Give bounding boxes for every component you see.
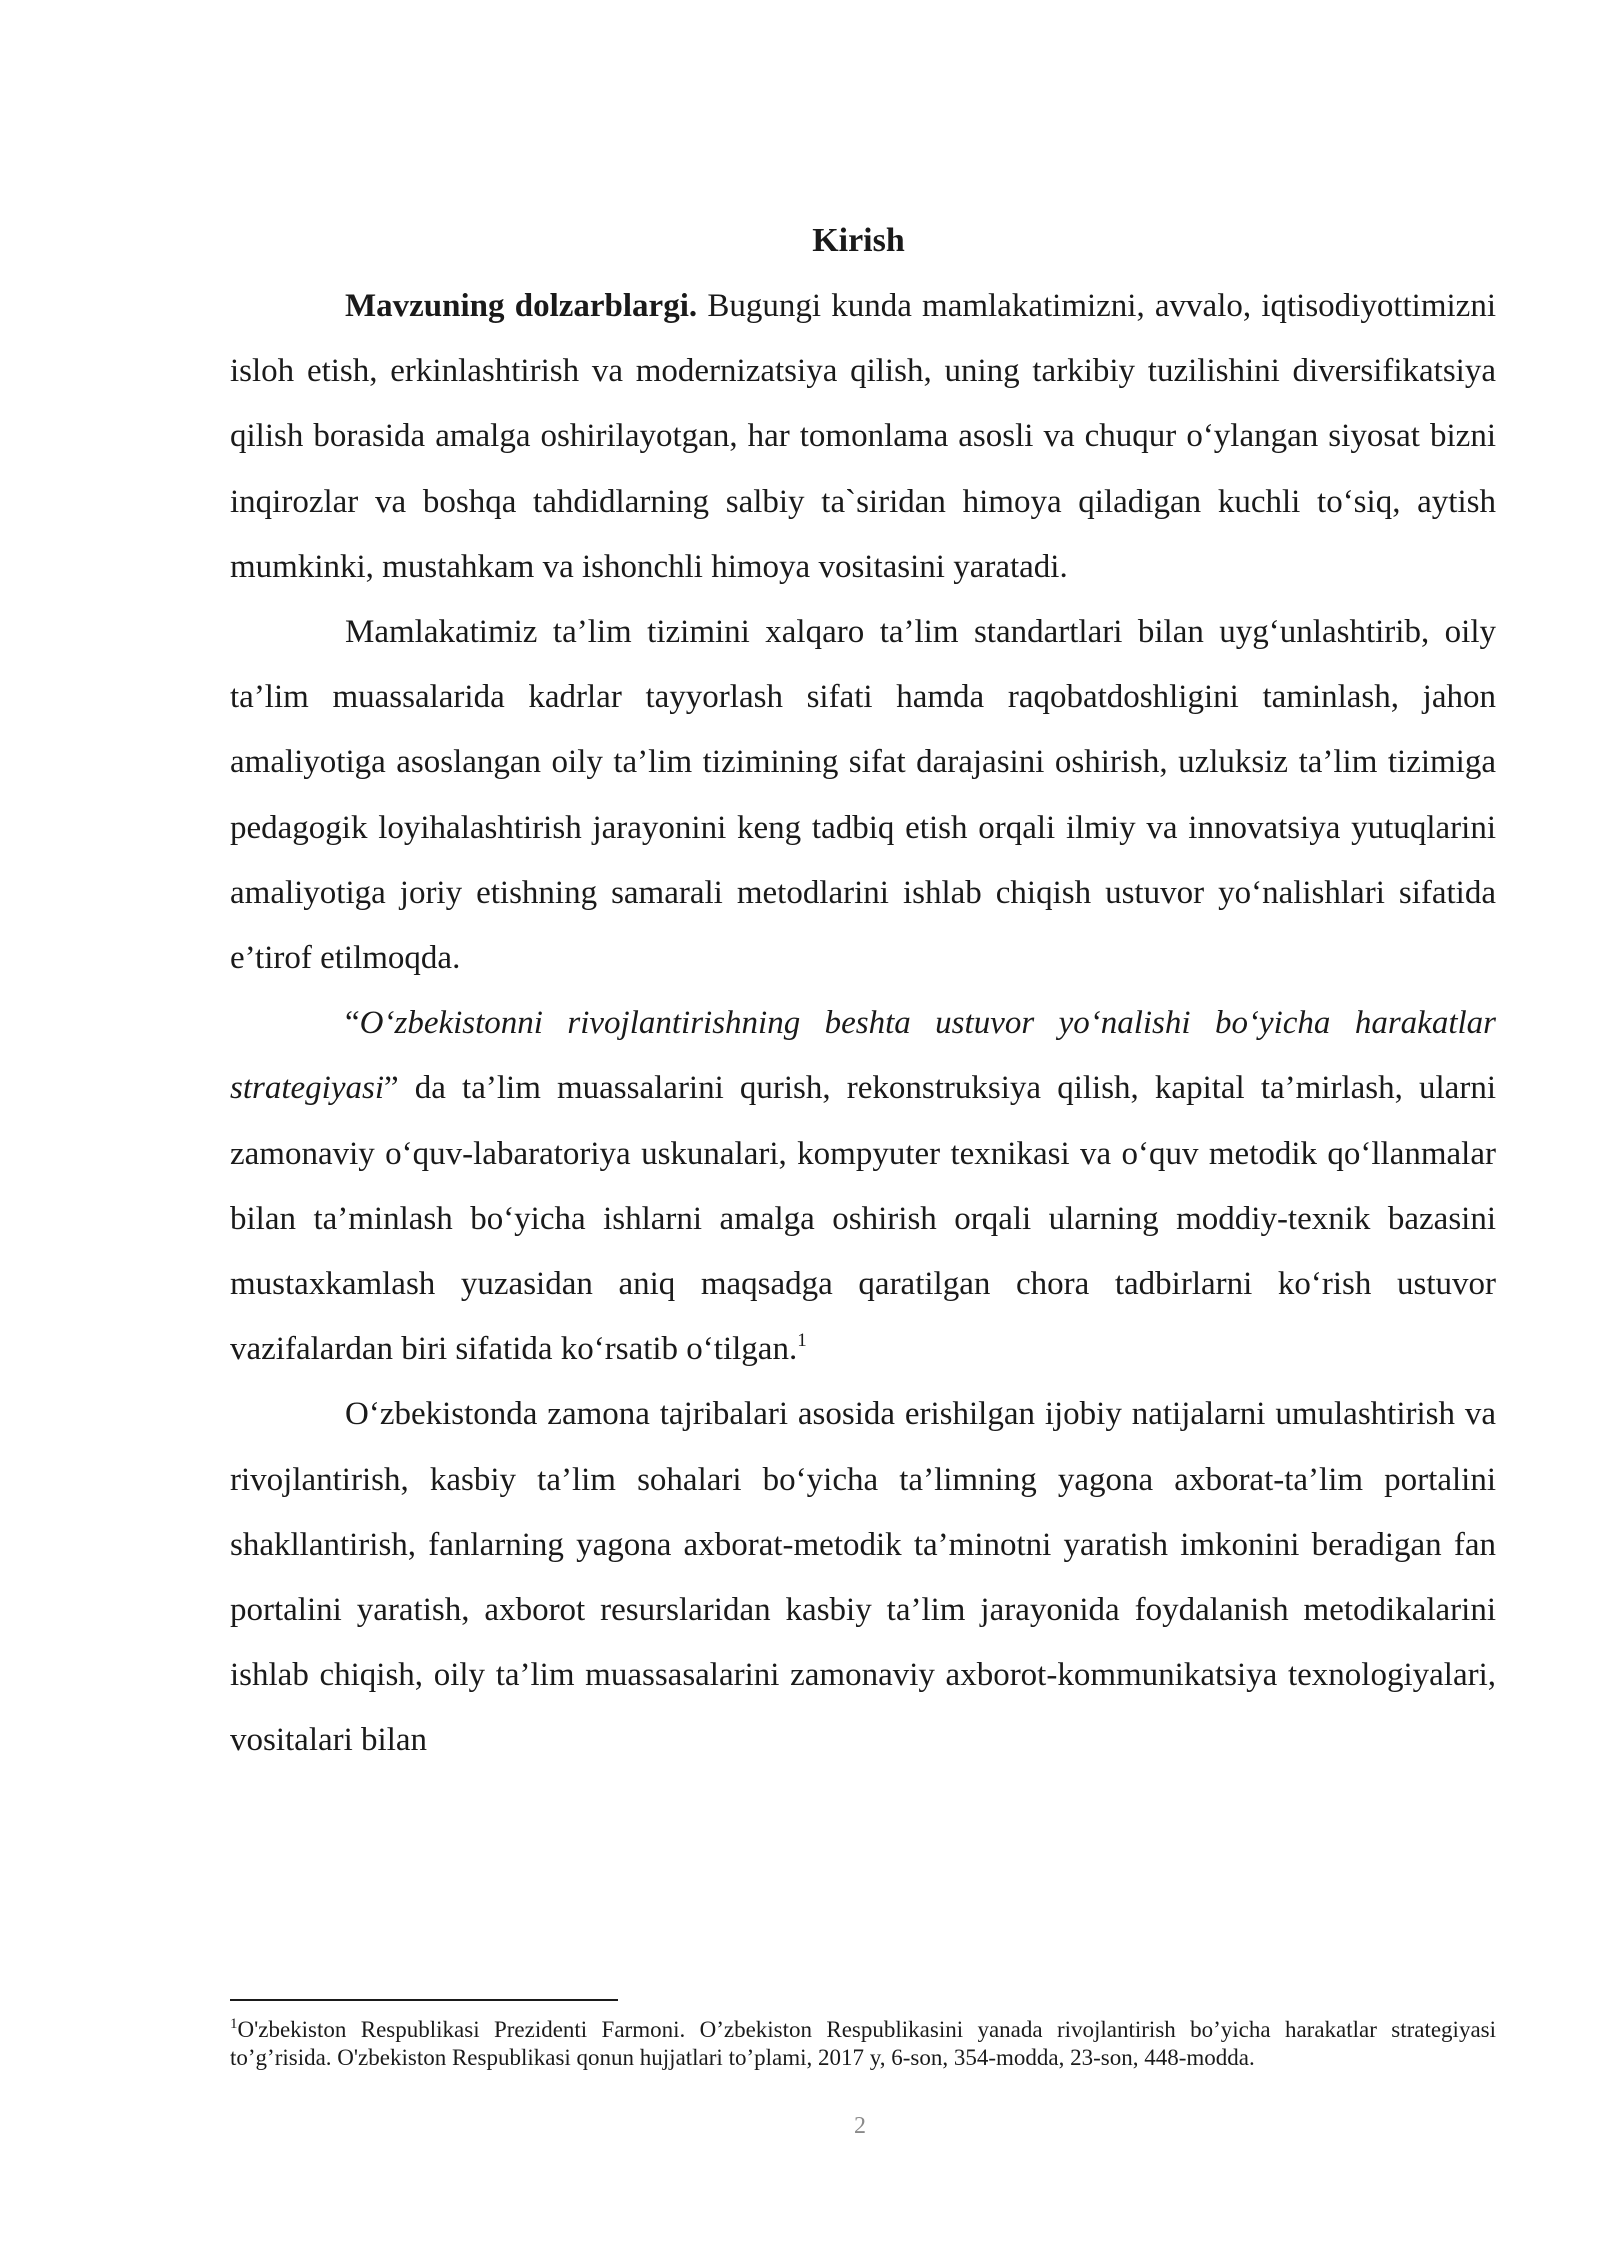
paragraph-4: O‘zbekistonda zamona tajribalari asosida erishilgan ijobiy natijalarni umulashtirish va rivojlantirish, kasbiy ta’lim sohalari bo‘yicha ta’limning yagona axborat-ta’lim portalini shakllantirish, fanlarning yagona axborat-metodik ta’minotni yaratish imkonini beradigan fan portalini yaratish, axborot resurslaridan kasbiy ta’lim jarayonida foydalanish metodikalarini ishlab chiqish, oily ta’lim muassasalarini zamonaviy axborot-kommunikatsiya texnologiyalari, vositalari bilan bbox=[230, 1396, 1496, 1759]
page-title: Kirish bbox=[812, 222, 905, 259]
footnote-separator bbox=[230, 1999, 618, 2001]
paragraph-1 bbox=[230, 274, 1496, 600]
paragraph-3-text: ” da ta’lim muassalarini qurish, rekonstruksiya qilish, kapital ta’mirlash, ularni zamonaviy o‘quv-labaratoriya uskunalari, kompyuter texnikasi va o‘quv metodik qo‘llanmalar bilan ta’minlash bo‘yicha ishlarni amalga oshirish orqali ularning moddiy-texnik bazasini mustaxkamlash yuzasidan aniq maqsadga qaratilgan chora tadbirlarni ko‘rish ustuvor vazifalardan biri sifatida ko‘rsatib o‘tilgan. bbox=[230, 1070, 1496, 1368]
footnote bbox=[230, 2016, 1496, 2072]
section-lead: Mavzuning dolzarblargi. bbox=[345, 288, 698, 324]
page-number: 2 bbox=[854, 2113, 866, 2139]
paragraph-1-text: Bugungi kunda mamlakatimizni, avvalo, iqtisodiyottimizni isloh etish, erkinlashtirish va modernizatsiya qilish, uning tarkibiy tuzilishini diversifikatsiya qilish borasida amalga oshirilayotgan, har tomonlama asosli va chuqur o‘ylangan siyosat bizni inqirozlar va boshqa tahdidlarning salbiy ta`siridan himoya qiladigan kuchli to‘siq, aytish mumkinki, mustahkam va ishonchli himoya vositasini yaratadi. bbox=[230, 288, 1496, 585]
strategy-title: O‘zbekistonni rivojlantirishning beshta ustuvor yo‘nalishi bo‘yicha harakatlar strategiyasi bbox=[230, 1005, 1496, 1107]
footnote-marker: 1 bbox=[230, 2016, 238, 2032]
paragraph-3 bbox=[230, 991, 1496, 1382]
paragraph-2: Mamlakatimiz ta’lim tizimini xalqaro ta’lim standartlari bilan uyg‘unlashtirib, oily ta’lim muassalarida kadrlar tayyorlash sifati hamda raqobatdoshligini taminlash, jahon amaliyotiga asoslangan oily ta’lim tizimining sifat darajasini oshirish, uzluksiz ta’lim tizimiga pedagogik loyihalashtirish jarayonini keng tadbiq etish orqali ilmiy va innovatsiya yutuqlarini amaliyotiga joriy etishning samarali metodlarini ishlab chiqish ustuvor yo‘nalishlari sifatida e’tirof etilmoqda. bbox=[230, 614, 1496, 977]
quote-open: “ bbox=[345, 1005, 360, 1042]
footnote-reference[interactable]: 1 bbox=[797, 1330, 807, 1352]
footnote-text: O'zbekiston Respublikasi Prezidenti Farmoni. O’zbekiston Respublikasini yanada rivojlantirish bo’yicha harakatlar strategiyasi to’g’risida. O'zbekiston Respublikasi qonun hujjatlari to’plami, 2017 y, 6-son, 354-modda, 23-son, 448-modda. bbox=[230, 2017, 1496, 2070]
body-text bbox=[230, 274, 1496, 1774]
